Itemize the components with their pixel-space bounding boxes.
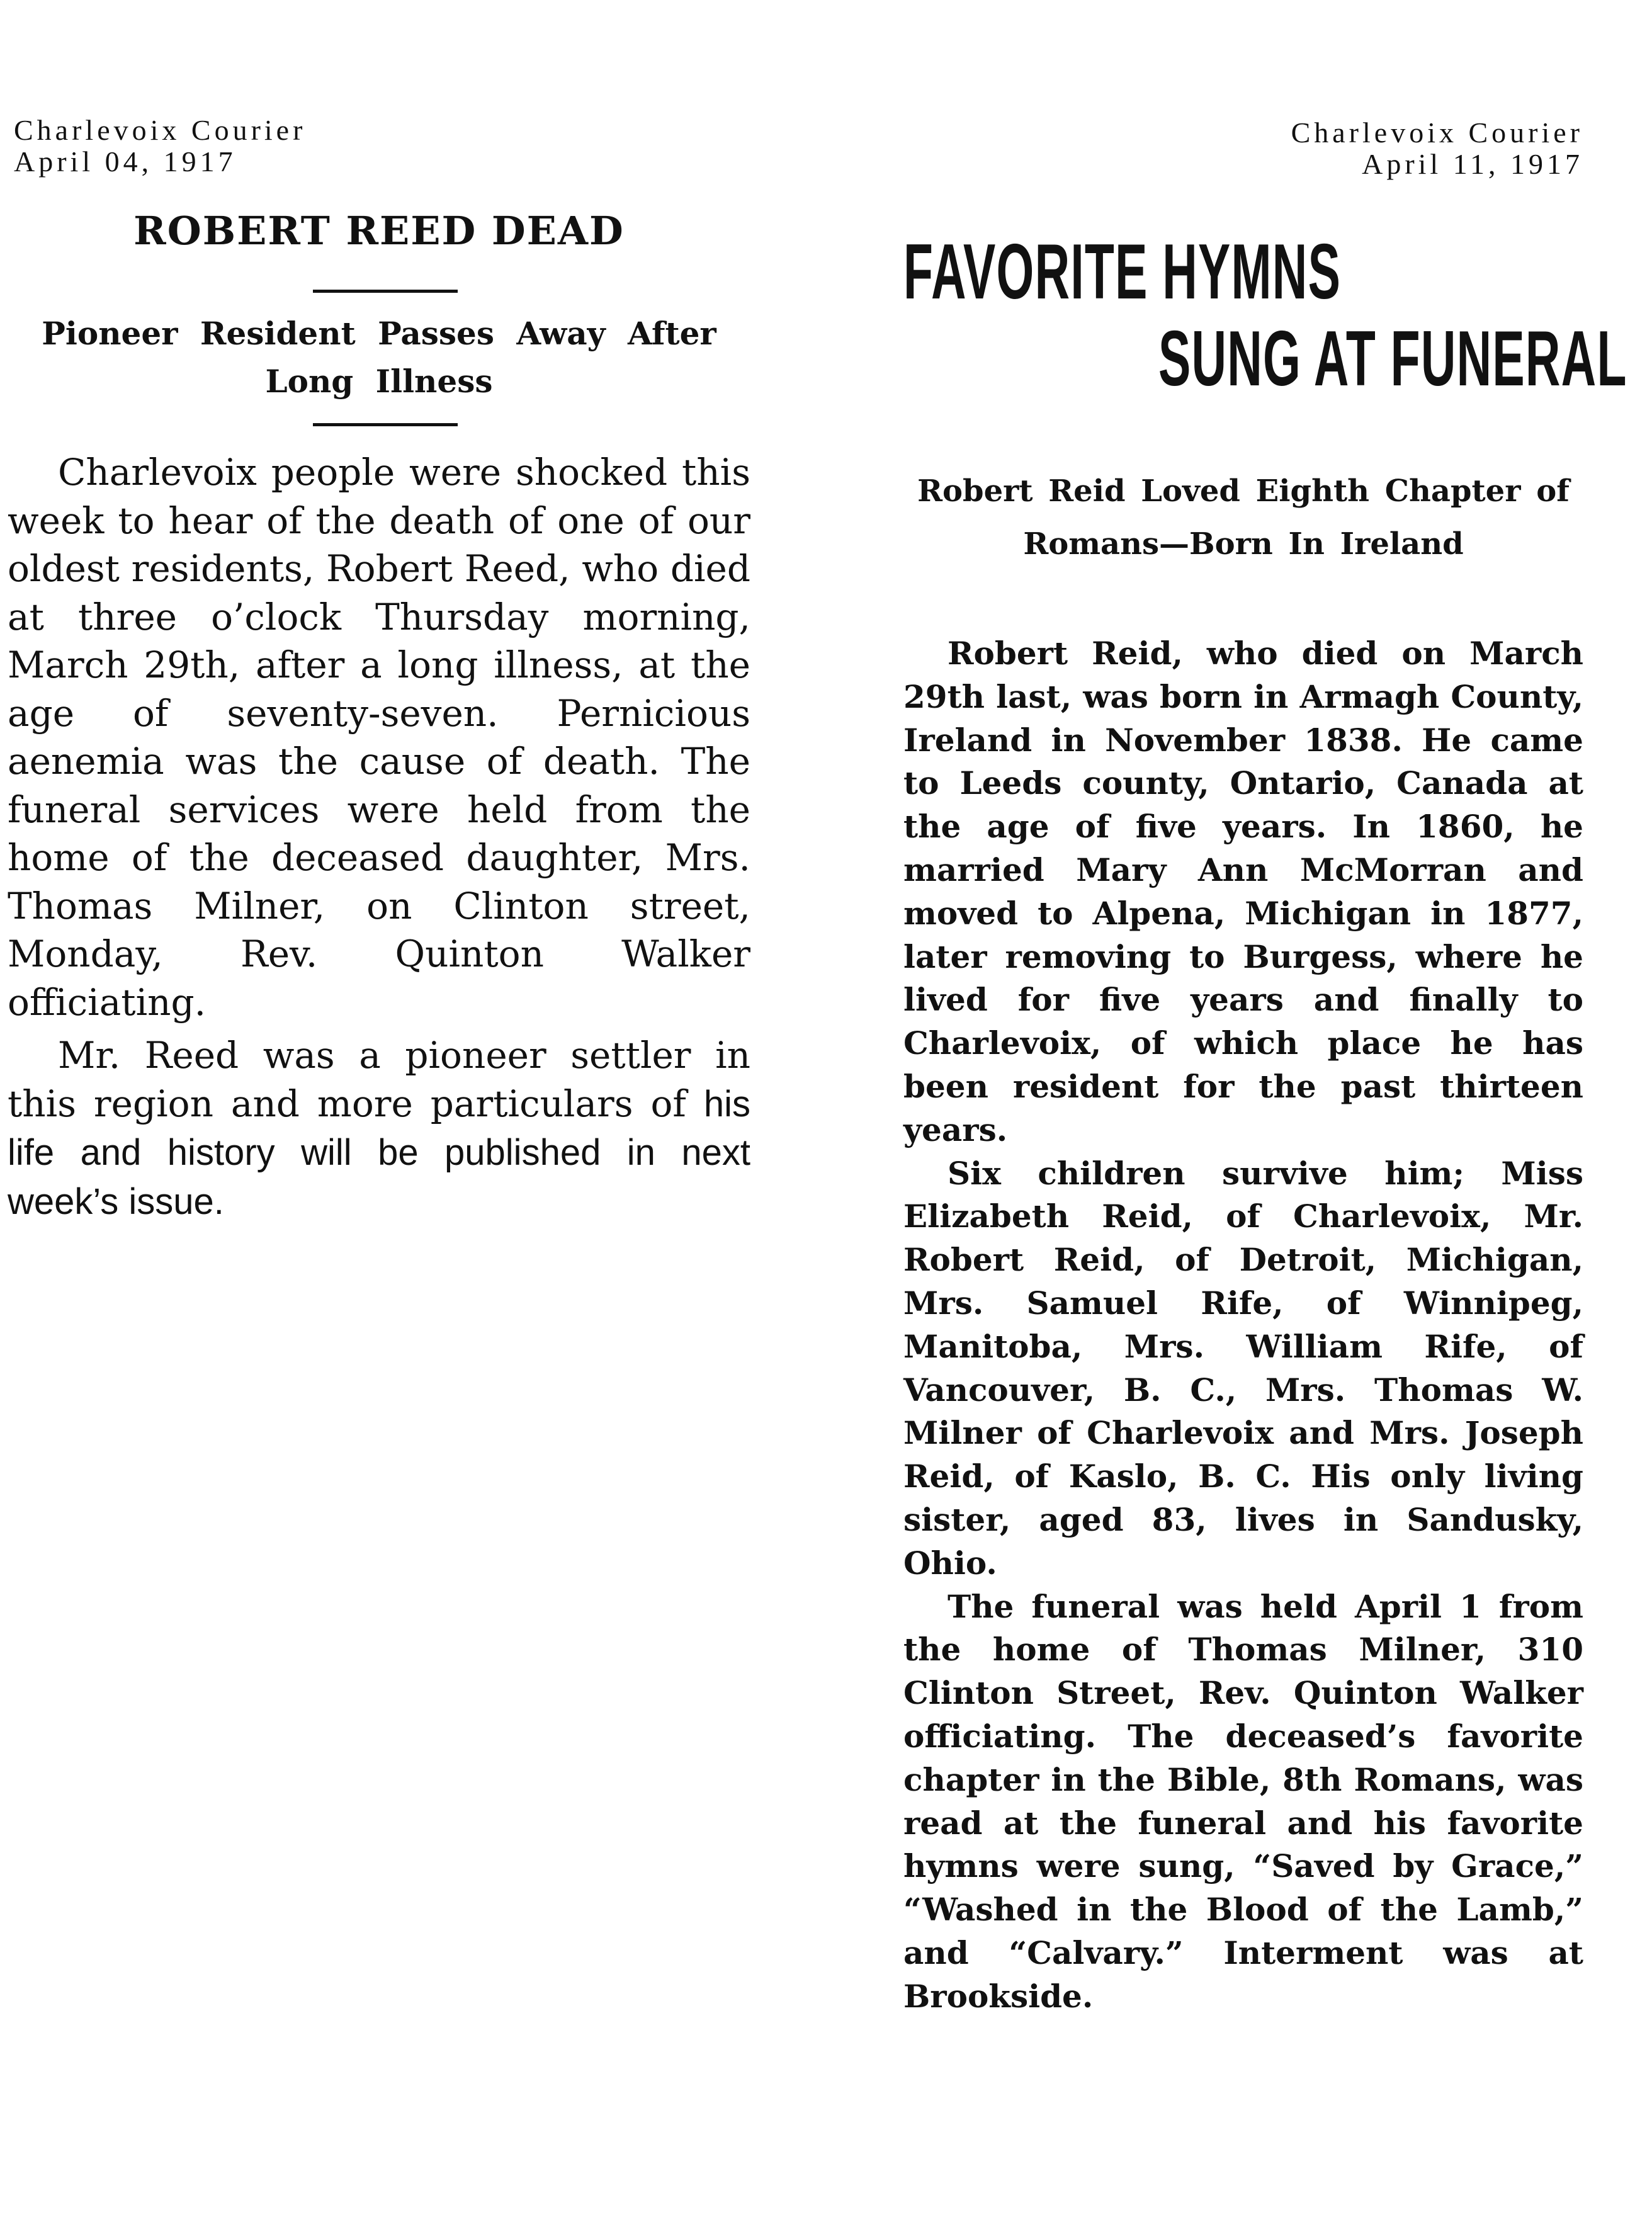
right-paragraph-3: The funeral was held April 1 from the home of Thomas Milner, 310 Clinton Street, Rev. Quinton Walker officiating. The deceased’s favorite chapter in the Bible, 8th Romans, was read at the funeral and his favorite hymns were sung, “Saved by Grace,” “Washed in the Blood of the Lamb,” and “Calvary.” Interment was at Brookside. xyxy=(903,1587,1583,2015)
right-headline-line-2: SUNG AT FUNERAL xyxy=(1158,315,1627,402)
left-source-paper: Charlevoix Courier xyxy=(14,114,307,146)
right-source-date: April 11, 1917 xyxy=(1362,148,1583,180)
right-source-label xyxy=(1291,117,1583,180)
headline-divider xyxy=(313,290,458,293)
right-paragraph-2: Six children survive him; Miss Elizabeth Reid, of Charlevoix, Mr. Robert Reid, of Detroit, Michigan, Mrs. Samuel Rife, of Winnipeg, Manitoba, Mrs. William Rife, of Vancouver, B. C., Mrs. Thomas W. Milner of Charlevoix and Mrs. Joseph Reid, of Kaslo, B. C. His only living sister, aged 83, lives in Sandusky, Ohio. xyxy=(903,1154,1583,1582)
right-source-paper: Charlevoix Courier xyxy=(1291,116,1583,149)
right-paragraph-1: Robert Reid, who died on March 29th last, was born in Armagh County, Ireland in November 1838. He came to Leeds county, Ontario, Canada at the age of five years. In 1860, he married Mary Ann McMorran and moved to Alpena, Michigan in 1877, later removing to Burgess, where he lived for five years and finally to Charlevoix, of which place he has been resident for the past thirteen years. xyxy=(903,635,1583,1148)
left-article-body xyxy=(8,448,750,1226)
left-source-label xyxy=(14,115,306,178)
left-paragraph-2 xyxy=(8,1031,750,1226)
left-paragraph-1: Charlevoix people were shocked this week to hear of the death of one of our oldest residents, Robert Reed, who died at three o’clock Thursday morning, March 29th, after a long illness, at the age of seventy-seven. Pernicious aenemia was the cause of death. The funeral services were held from the home of the deceased daughter, Mrs. Thomas Milner, on Clinton street, Monday, Rev. Quinton Walker officiating. xyxy=(8,451,750,1024)
left-paragraph-2-part-b: his life and history will be published in next week’s issue. xyxy=(8,1083,750,1222)
left-paragraph-2-part-a: Mr. Reed was a pioneer settler in this region and more particulars of xyxy=(8,1034,750,1125)
right-headline-line-1: FAVORITE HYMNS xyxy=(903,229,1342,315)
left-headline: ROBERT REED DEAD xyxy=(133,208,625,254)
left-source-date: April 04, 1917 xyxy=(14,145,237,178)
right-subheadline: Robert Reid Loved Eighth Chapter of Romans—Born In Ireland xyxy=(917,473,1570,562)
left-subheadline: Pioneer Resident Passes Away After Long Illness xyxy=(42,315,716,400)
subheadline-divider xyxy=(313,423,458,426)
right-article-body xyxy=(903,632,1583,2019)
